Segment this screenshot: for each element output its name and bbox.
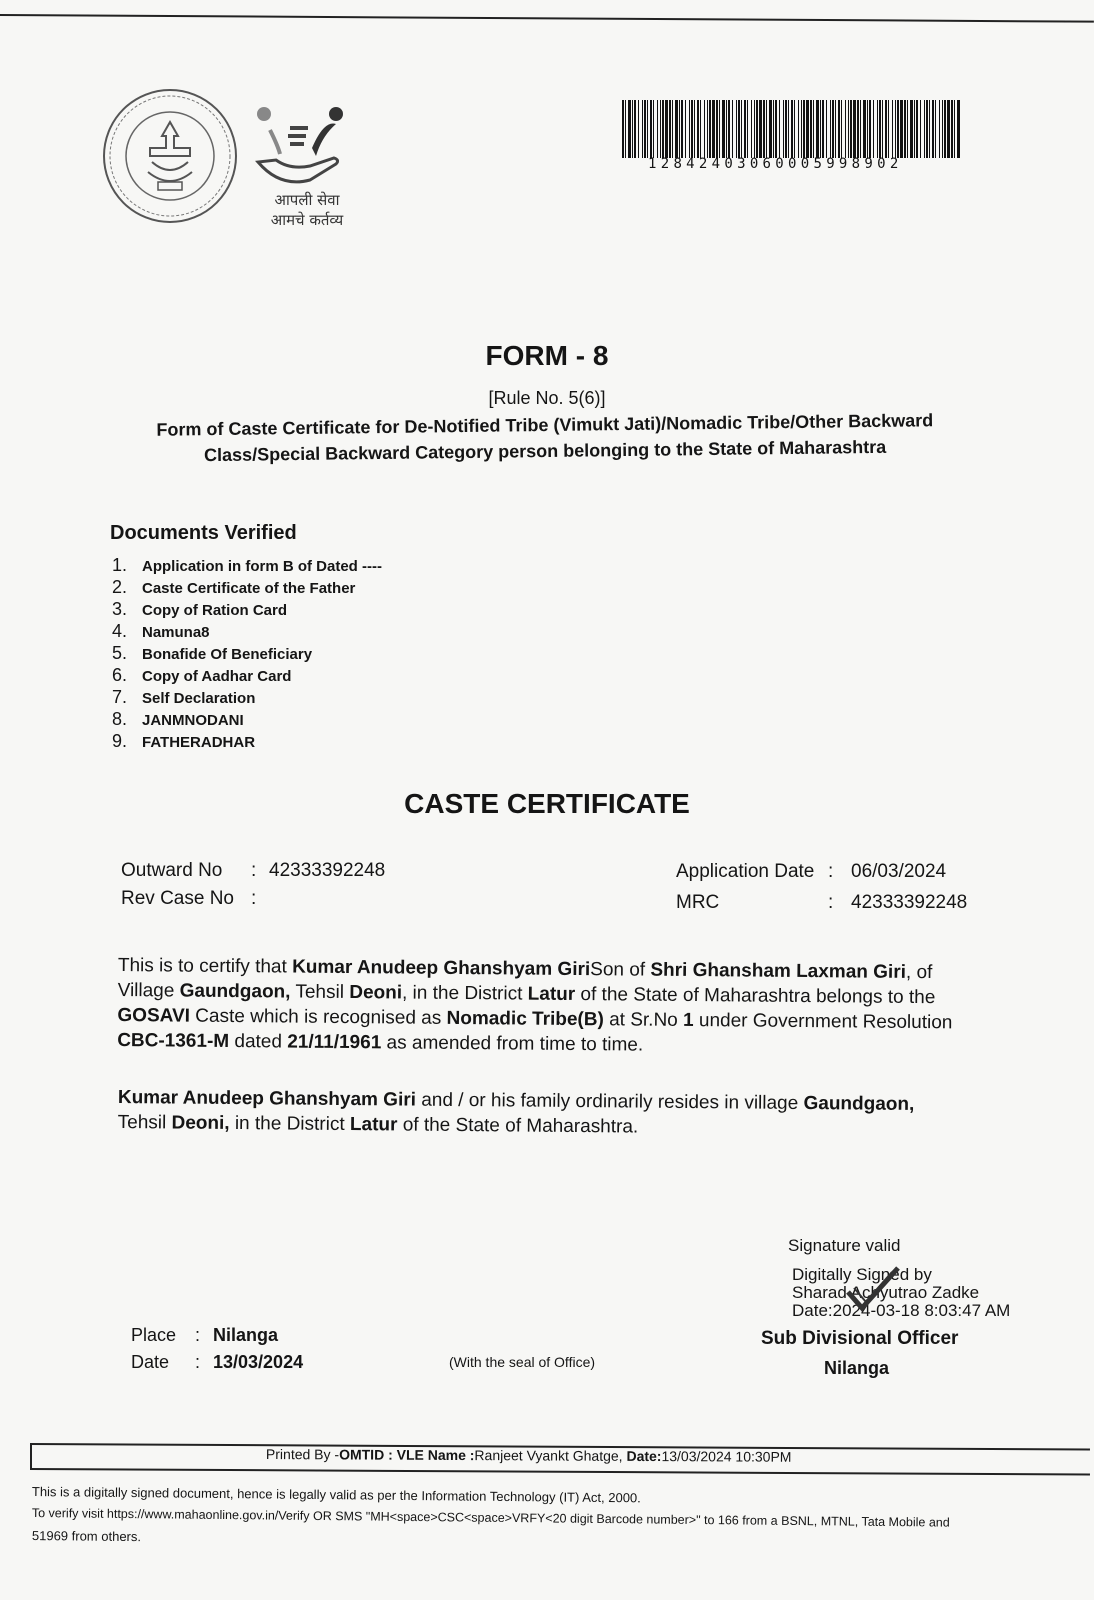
place-value: Nilanga [213, 1325, 279, 1345]
p1-text: of the State of Maharashtra belongs to the [575, 983, 936, 1009]
item-text: FATHERADHAR [142, 734, 256, 751]
logo-tagline-line1: आपली सेवा [274, 191, 340, 209]
form-title: FORM - 8 [485, 340, 609, 371]
p1-text: Son of [590, 959, 651, 981]
p1-text: Village [117, 979, 180, 1002]
p1-text: under Government Resolution [693, 1010, 953, 1034]
father-name: Shri Ghansham Laxman Giri [650, 959, 907, 983]
outward-no-value: 42333392248 [269, 860, 386, 881]
separator: : [195, 1325, 201, 1345]
p2-text: and / or his family ordinarily resides in village [415, 1089, 804, 1114]
p2-text: of the State of Maharashtra. [397, 1114, 639, 1138]
item-number: 8. [112, 709, 128, 729]
documents-heading: Documents Verified [110, 522, 297, 544]
vle-name: Ranjeet Vyankt Ghatge, [474, 1447, 627, 1464]
rev-case-field [121, 888, 269, 910]
item-text: Namuna8 [142, 624, 210, 641]
printed-date: 13/03/2024 10:30PM [661, 1448, 792, 1465]
item-text: Application in form B of Dated ---- [142, 558, 382, 575]
p1-text: Caste which is recognised as [189, 1005, 447, 1029]
item-number: 9. [112, 731, 128, 751]
printed-by: OMTID : VLE Name : [339, 1446, 475, 1464]
item-number: 6. [112, 665, 128, 685]
seal-note: (With the seal of Office) [449, 1354, 596, 1370]
verify-note-cont: 51969 from others. [31, 1528, 142, 1545]
serial-number: 1 [682, 1009, 694, 1032]
logo-tagline [262, 190, 352, 230]
list-item [112, 642, 382, 664]
form-subtitle-line2: Class/Special Backward Category person belonging to the State of Maharashtra [203, 436, 887, 466]
government-seal-icon [100, 86, 240, 226]
separator: : [195, 1352, 201, 1372]
outward-no-field [121, 860, 385, 882]
item-number: 1. [112, 555, 128, 575]
certificate-title: CASTE CERTIFICATE [404, 788, 690, 819]
p1-text: as amended from time to time. [381, 1032, 644, 1056]
printed-prefix: Printed By - [265, 1446, 340, 1463]
top-border-line [0, 0, 1094, 23]
village-name: Gaundgaon, [803, 1092, 915, 1115]
resolution-number: CBC-1361-M [117, 1029, 230, 1052]
place-field [131, 1325, 278, 1346]
printed-by-line [266, 1446, 792, 1465]
list-item [112, 730, 382, 752]
signature-line2: Sharad Achyutrao Zadke [792, 1283, 980, 1302]
p1-text: This is to certify that [117, 954, 293, 978]
separator: : [251, 860, 257, 881]
item-number: 7. [112, 687, 128, 707]
mrc-label: MRC [676, 892, 720, 913]
item-text: Copy of Ration Card [142, 602, 287, 619]
mrc-value: 42333392248 [851, 892, 968, 913]
officer-place: Nilanga [824, 1358, 890, 1378]
caste-name: GOSAVI [117, 1004, 191, 1027]
district-name: Latur [527, 983, 576, 1005]
issue-date-value: 13/03/2024 [213, 1352, 304, 1372]
separator: : [828, 892, 834, 913]
officer-title: Sub Divisional Officer [761, 1328, 959, 1349]
item-number: 5. [112, 643, 128, 663]
residence-paragraph [118, 1085, 988, 1143]
beneficiary-name: Kumar Anudeep Ghanshyam Giri [117, 1086, 417, 1111]
signature-line3: Date:2024-03-18 8:03:47 AM [792, 1301, 1011, 1320]
application-date-field [676, 861, 946, 883]
village-name: Gaundgaon, [179, 980, 291, 1003]
outward-no-label: Outward No [121, 860, 223, 881]
list-item [112, 554, 382, 576]
beneficiary-name: Kumar Anudeep Ghanshyam Giri [292, 956, 591, 981]
legal-note: This is a digitally signed document, hence is legally valid as per the Information Technology (IT) Act, 2000. [31, 1484, 641, 1506]
list-item [112, 576, 382, 598]
application-date-value: 06/03/2024 [851, 861, 947, 882]
list-item [112, 620, 382, 642]
issue-date-field [131, 1352, 303, 1373]
logo-tagline-line2: आमचे कर्तव्य [270, 211, 344, 229]
signature-valid-label: Signature valid [788, 1236, 901, 1255]
rev-case-label: Rev Case No [121, 888, 234, 909]
p1-text: , in the District [401, 982, 528, 1005]
item-number: 4. [112, 621, 128, 641]
tehsil-name: Deoni, [171, 1112, 230, 1134]
p1-text: at Sr.No [603, 1009, 684, 1031]
p1-text: dated [229, 1030, 288, 1053]
application-date-label: Application Date [676, 861, 815, 882]
separator: : [251, 888, 257, 909]
item-text: Self Declaration [142, 690, 256, 707]
documents-list [112, 554, 382, 752]
list-item [112, 598, 382, 620]
resolution-date: 21/11/1961 [287, 1031, 382, 1054]
item-number: 2. [112, 577, 128, 597]
item-number: 3. [112, 599, 128, 619]
issue-date-label: Date [131, 1352, 170, 1372]
place-label: Place [131, 1325, 177, 1345]
form-subtitle [120, 407, 971, 469]
list-item [112, 664, 382, 686]
printed-date-label: Date: [626, 1447, 662, 1465]
barcode [622, 100, 962, 158]
district-name: Latur [349, 1114, 398, 1136]
item-text: Bonafide Of Beneficiary [142, 646, 313, 663]
p1-text: , of [905, 961, 933, 984]
category-name: Nomadic Tribe(B) [446, 1007, 604, 1031]
certification-paragraph [117, 953, 988, 1061]
item-text: Caste Certificate of the Father [142, 580, 356, 597]
footer-divider [30, 1468, 1090, 1476]
item-text: JANMNODANI [142, 712, 244, 729]
footer-divider [30, 1443, 32, 1470]
p2-text: Tehsil [117, 1111, 172, 1134]
form-subtitle-line1: Form of Caste Certificate for De-Notified Tribe (Vimukt Jati)/Nomadic Tribe/Other Backward [156, 410, 934, 440]
barcode-number: 12842403060005998902 [648, 156, 903, 172]
signature-line1: Digitally Signed by [792, 1265, 932, 1284]
rule-number: [Rule No. 5(6)] [488, 388, 606, 408]
item-text: Copy of Aadhar Card [142, 668, 292, 685]
separator: : [828, 861, 834, 882]
tehsil-name: Deoni [349, 982, 403, 1004]
signature-check-icon [840, 1262, 904, 1318]
p1-text: Tehsil [290, 981, 350, 1004]
verify-note: To verify visit https://www.mahaonline.gov.in/Verify OR SMS "MH<space>CSC<space>VRFY<20 digit Barcode number>" to 166 from a BSNL, MTNL, Tata Mobile and [31, 1506, 950, 1530]
p2-text: in the District [229, 1112, 351, 1136]
list-item [112, 686, 382, 708]
list-item [112, 708, 382, 730]
mrc-field [676, 892, 967, 914]
